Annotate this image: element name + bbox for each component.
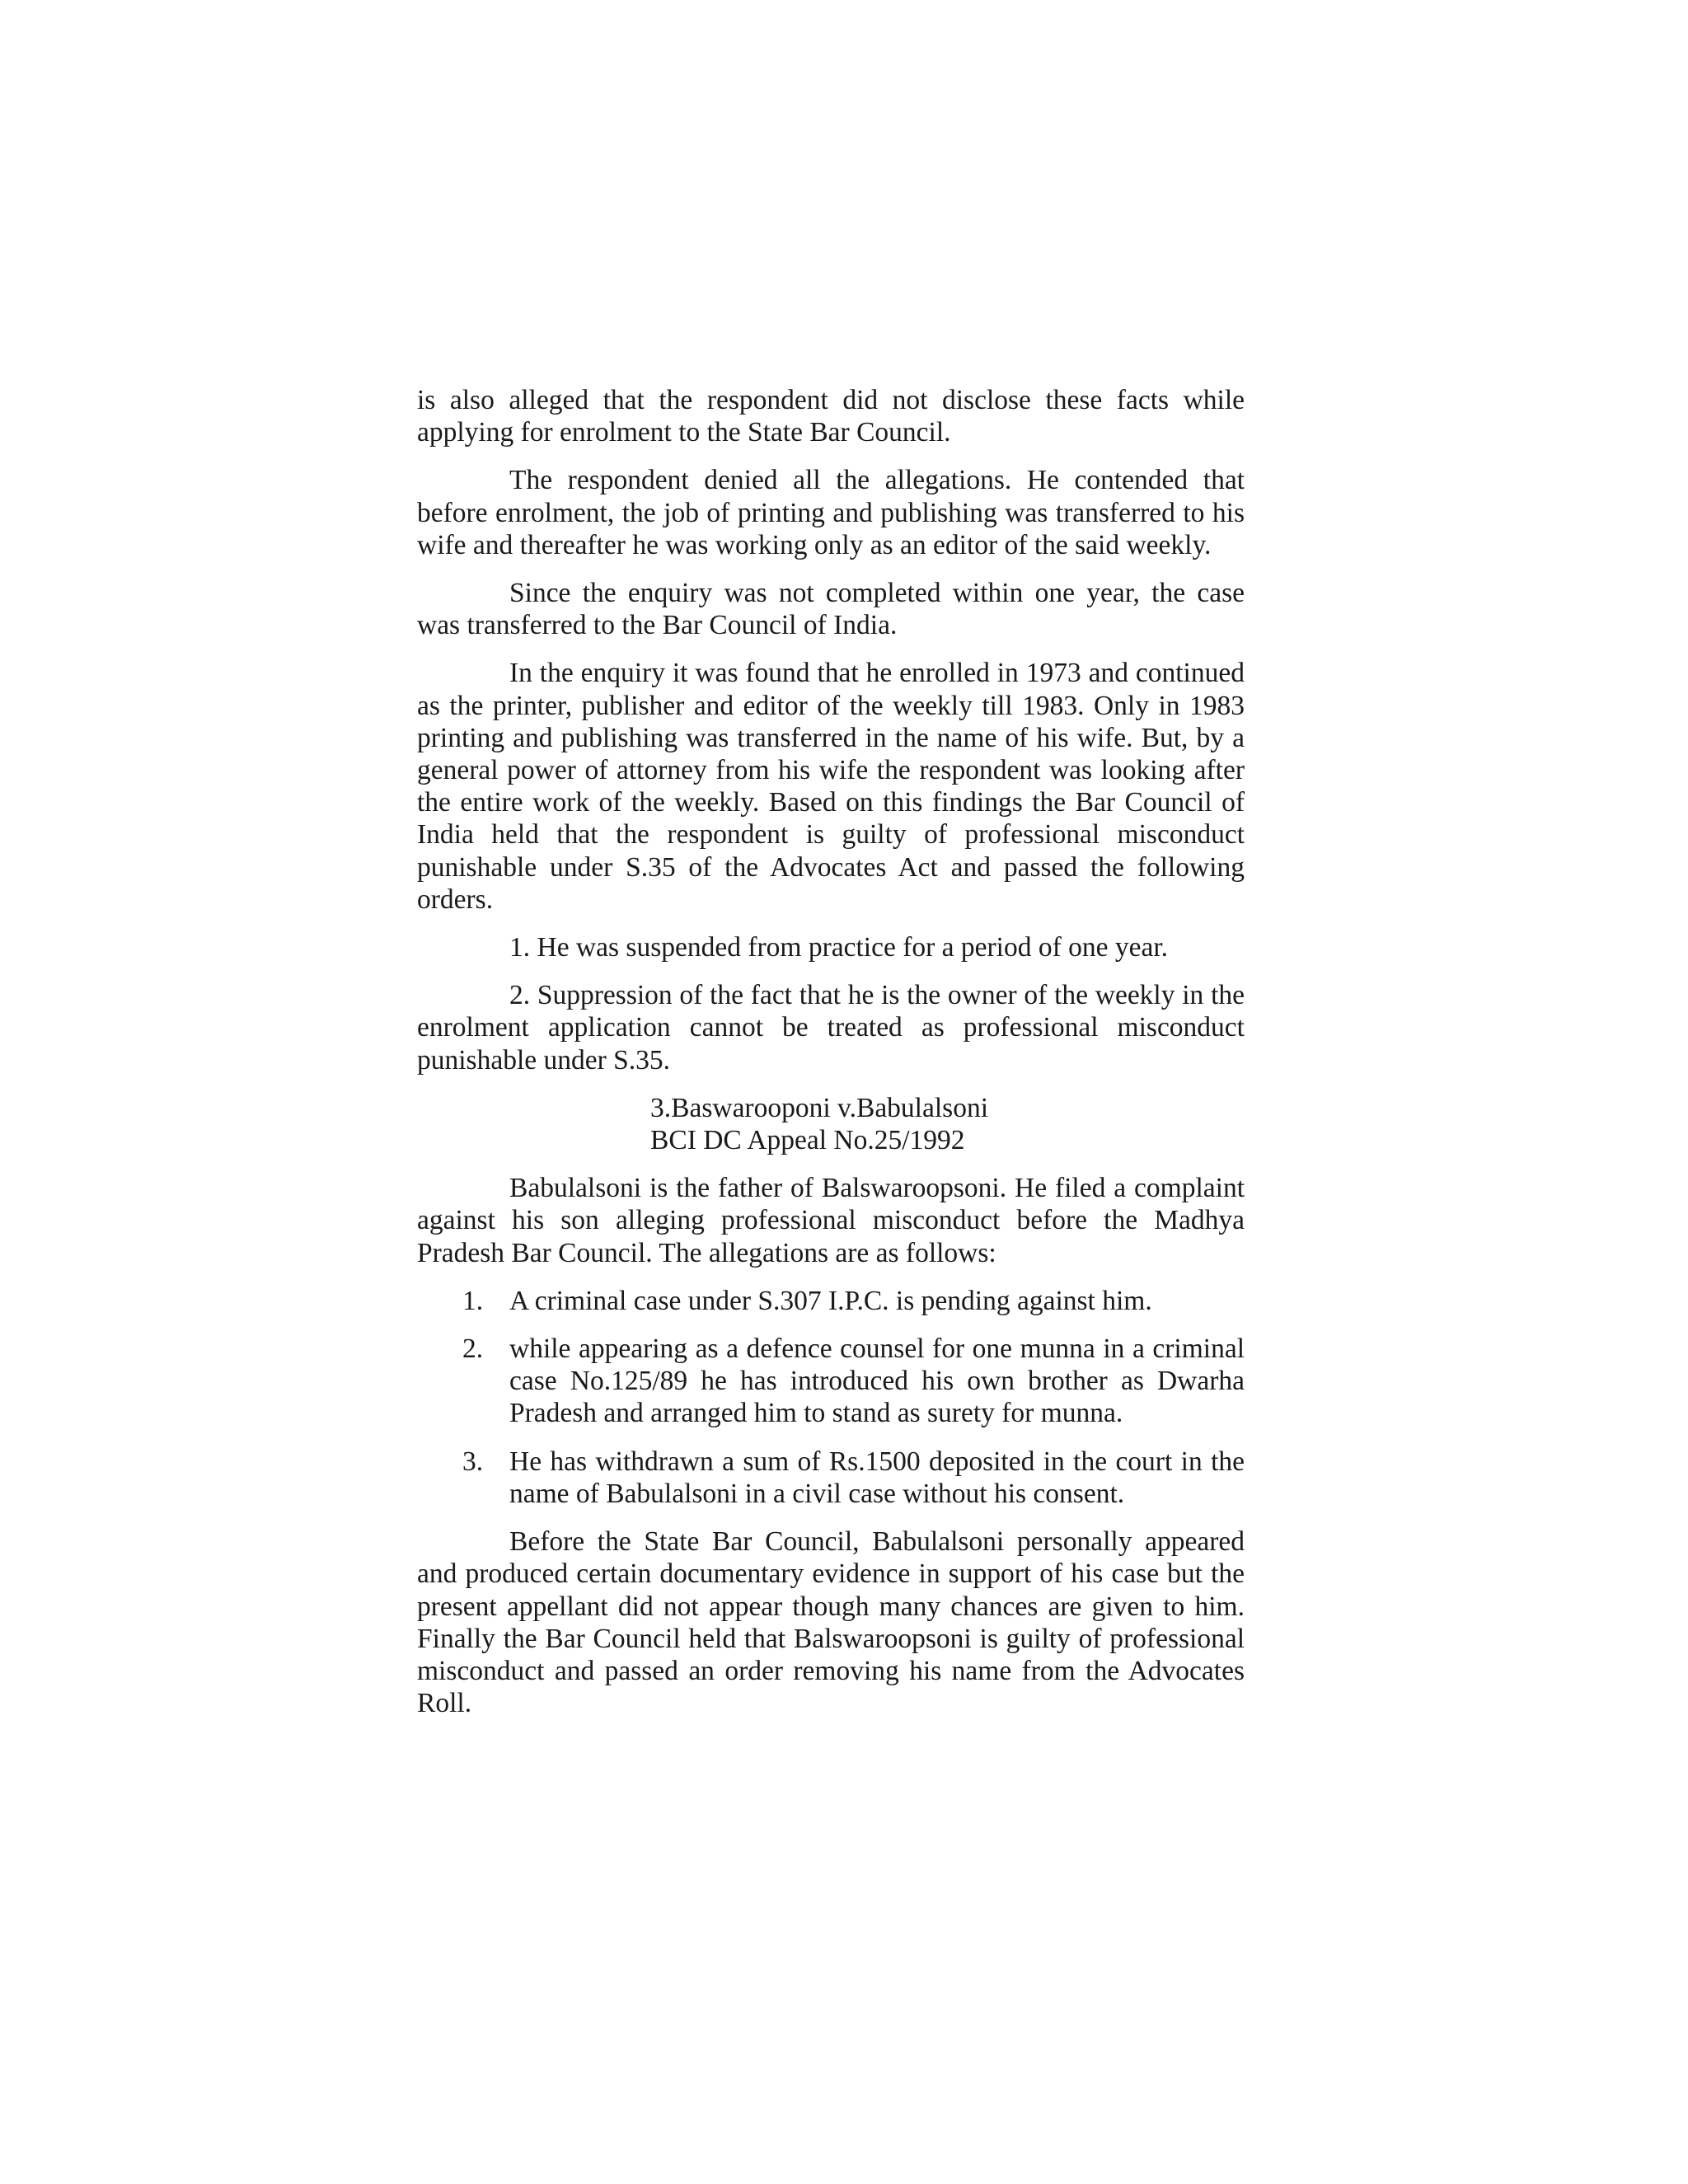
paragraph-enquiry-findings: In the enquiry it was found that he enrolled in 1973 and continued as the printer, publisher and editor of the weekly till 1983. Only in 1983 printing and publishing was transferred in the name of his wife. But, by a general power of attorney from his wife the respondent was looking after the entire work of the weekly. Based on this findings the Bar Council of India held that the respondent is guilty of professional misconduct punishable under S.35 of the Advocates Act and passed the following orders.: [417, 658, 1245, 915]
paragraph-respondent-denial: The respondent denied all the allegations. He contended that before enrolment, the job of printing and publishing was transferred to his wife and thereafter he was working only as an editor of the said weekly.: [417, 465, 1245, 560]
paragraph-complaint: Babulalsoni is the father of Balswaroopsoni. He filed a complaint against his son alleging professional misconduct before the Madhya Pradesh Bar Council. The allegations are as follows:: [417, 1173, 1245, 1268]
list-number: 3.: [462, 1446, 484, 1477]
document-page: [417, 384, 1245, 1735]
paragraph-continuation: is also alleged that the respondent did not disclose these facts while applying for enrolment to the State Bar Council.: [417, 385, 1245, 448]
list-item: [417, 1446, 1245, 1510]
list-text: while appearing as a defence counsel for one munna in a criminal case No.125/89 he has introduced his own brother as Dwarha Pradesh and arranged him to stand as surety for munna.: [509, 1333, 1245, 1429]
list-number: 1.: [462, 1285, 484, 1316]
order-item-1: 1. He was suspended from practice for a period of one year.: [509, 932, 1169, 963]
case-heading: [650, 1092, 1245, 1156]
list-text: He has withdrawn a sum of Rs.1500 deposited in the court in the name of Babulalsoni in a civil case without his consent.: [509, 1446, 1245, 1509]
case-title: 3.Baswarooponi v.Babulalsoni: [650, 1092, 989, 1123]
order-item-2: 2. Suppression of the fact that he is the owner of the weekly in the enrolment application cannot be treated as professional misconduct punishable under S.35.: [417, 980, 1245, 1076]
list-number: 2.: [462, 1333, 484, 1365]
allegations-list: [417, 1285, 1245, 1510]
paragraph-state-bar-decision: Before the State Bar Council, Babulalsoni personally appeared and produced certain documentary evidence in support of his case but the present appellant did not appear though many chances are given to him. Finally the Bar Council held that Balswaroopsoni is guilty of professional misconduct and passed an order removing his name from the Advocates Roll.: [417, 1526, 1245, 1719]
list-text: A criminal case under S.307 I.P.C. is pending against him.: [509, 1285, 1152, 1316]
list-item: [417, 1333, 1245, 1430]
paragraph-case-transfer: Since the enquiry was not completed within one year, the case was transferred to the Bar Council of India.: [417, 578, 1245, 641]
case-citation: BCI DC Appeal No.25/1992: [650, 1125, 965, 1156]
list-item: [417, 1285, 1245, 1317]
